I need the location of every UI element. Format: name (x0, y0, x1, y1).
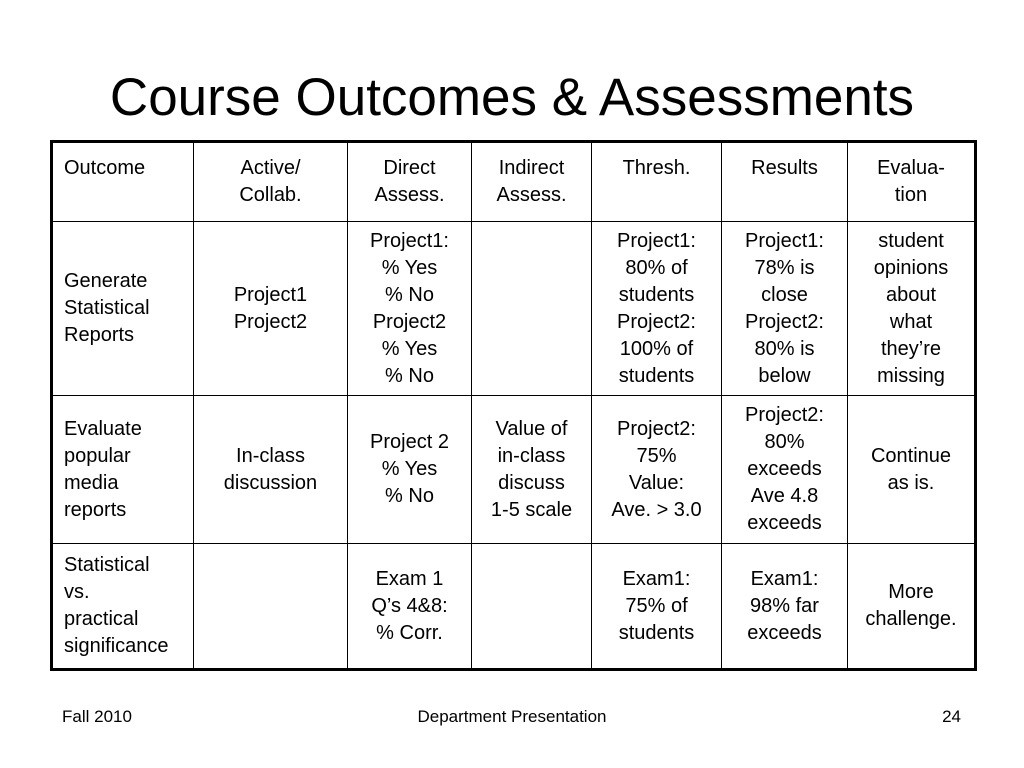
table-cell: Exam 1 Q’s 4&8: % Corr. (348, 544, 472, 670)
table-cell: Project 2 % Yes % No (348, 396, 472, 544)
header-cell-indirect-assess: Indirect Assess. (472, 142, 592, 222)
table-header-row (52, 142, 976, 222)
table-cell: Project1: % Yes % No Project2 % Yes % No (348, 222, 472, 396)
slide-title: Course Outcomes & Assessments (109, 68, 915, 127)
table-cell: Project1: 78% is close Project2: 80% is below (722, 222, 848, 396)
table-cell: Statistical vs. practical significance (52, 544, 194, 670)
table-row (52, 396, 976, 544)
table-cell: Project2: 80% exceeds Ave 4.8 exceeds (722, 396, 848, 544)
header-cell-active-collab: Active/ Collab. (194, 142, 348, 222)
outcomes-table (50, 140, 977, 671)
header-cell-direct-assess: Direct Assess. (348, 142, 472, 222)
table-row (52, 222, 976, 396)
table-cell: Continue as is. (848, 396, 976, 544)
table-cell (472, 544, 592, 670)
table-cell: Project2: 75% Value: Ave. > 3.0 (592, 396, 722, 544)
header-cell-thresh: Thresh. (592, 142, 722, 222)
table-cell: Exam1: 75% of students (592, 544, 722, 670)
table-cell: More challenge. (848, 544, 976, 670)
header-cell-outcome: Outcome (52, 142, 194, 222)
table-cell: Evaluate popular media reports (52, 396, 194, 544)
table-cell: student opinions about what they’re missing (848, 222, 976, 396)
footer-presentation-title: Department Presentation (417, 707, 607, 726)
table-cell: Exam1: 98% far exceeds (722, 544, 848, 670)
table-cell: Generate Statistical Reports (52, 222, 194, 396)
table-cell: Project1 Project2 (194, 222, 348, 396)
table-cell (194, 544, 348, 670)
table-cell: Project1: 80% of students Project2: 100% of students (592, 222, 722, 396)
header-cell-evaluation: Evalua- tion (848, 142, 976, 222)
header-cell-results: Results (722, 142, 848, 222)
table-cell: Value of in-class discuss 1-5 scale (472, 396, 592, 544)
table-row (52, 544, 976, 670)
table-cell (472, 222, 592, 396)
footer-date: Fall 2010 (62, 707, 132, 726)
footer-page-number: 24 (942, 707, 961, 726)
table-cell: In-class discussion (194, 396, 348, 544)
